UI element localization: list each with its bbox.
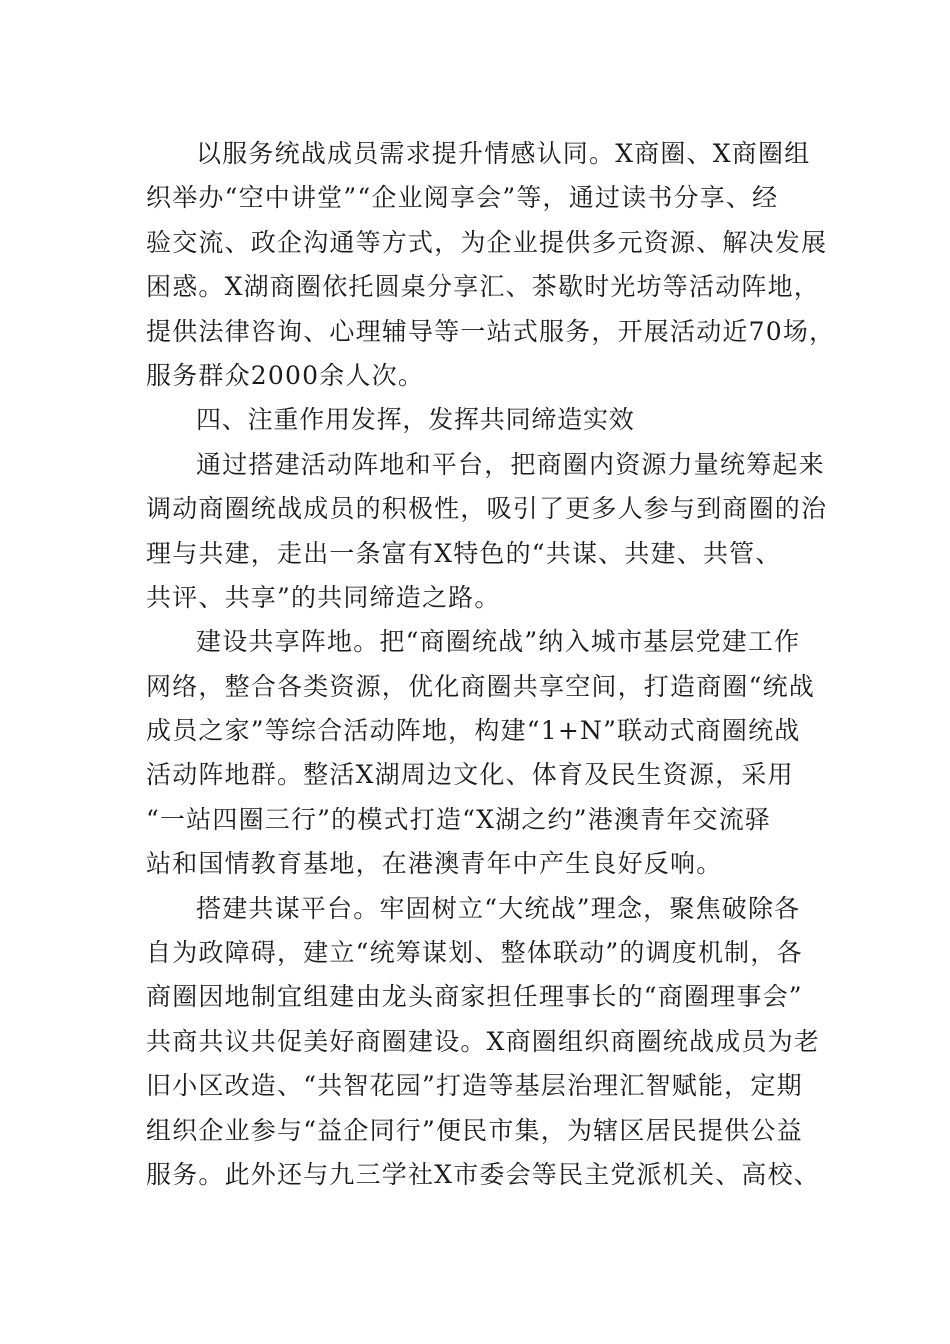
text-line: 组织企业参与“益企同行”便民市集，为辖区居民提供公益	[146, 1115, 803, 1145]
text-line: 通过搭建活动阵地和平台，把商圈内资源力量统筹起来	[196, 449, 825, 479]
text-line: “一站四圈三行”的模式打造“X湖之约”港澳青年交流驿	[146, 804, 772, 834]
text-line: 建设共享阵地。把“商圈统战”纳入城市基层党建工作	[196, 627, 801, 657]
text-line: 理与共建，走出一条富有X特色的“共谋、共建、共管、	[146, 538, 782, 568]
text-line: 提供法律咨询、心理辅导等一站式服务，开展活动近70场，	[146, 316, 836, 346]
text-line: 困惑。X湖商圈依托圆桌分享汇、茶歇时光坊等活动阵地，	[146, 272, 821, 302]
text-line: 共评、共享”的共同缔造之路。	[146, 582, 501, 612]
text-line: 商圈因地制宜组建由龙头商家担任理事长的“商圈理事会”	[146, 982, 803, 1012]
document-body	[146, 132, 836, 1197]
text-line: 调动商圈统战成员的积极性，吸引了更多人参与到商圈的治	[146, 494, 828, 524]
text-line: 搭建共谋平台。牢固树立“大统战”理念，聚焦破除各	[196, 893, 801, 923]
text-line: 织举办“空中讲堂”“企业阅享会”等，通过读书分享、经	[146, 183, 779, 213]
section-heading: 四、注重作用发挥，发挥共同缔造实效	[196, 405, 635, 435]
text-line: 服务群众2000余人次。	[146, 360, 425, 390]
text-line: 验交流、政企沟通等方式，为企业提供多元资源、解决发展	[146, 227, 828, 257]
text-line: 以服务统战成员需求提升情感认同。X商圈、X商圈组	[196, 139, 811, 168]
text-line: 共商共议共促美好商圈建设。X商圈组织商圈统战成员为老	[146, 1026, 821, 1056]
text-line: 自为政障碍，建立“统筹谋划、整体联动”的调度机制，各	[146, 938, 803, 968]
text-line: 活动阵地群。整活X湖周边文化、体育及民生资源，采用	[146, 760, 794, 790]
text-line: 旧小区改造、“共智花园”打造等基层治理汇智赋能，定期	[146, 1071, 803, 1101]
text-line: 成员之家”等综合活动阵地，构建“1+N”联动式商圈统战	[146, 716, 801, 746]
text-line: 站和国情教育基地，在港澳青年中产生良好反响。	[146, 849, 723, 879]
text-line: 服务。此外还与九三学社X市委会等民主党派机关、高校、	[146, 1159, 821, 1189]
text-line: 网络，整合各类资源，优化商圈共享空间，打造商圈“统战	[146, 671, 815, 701]
